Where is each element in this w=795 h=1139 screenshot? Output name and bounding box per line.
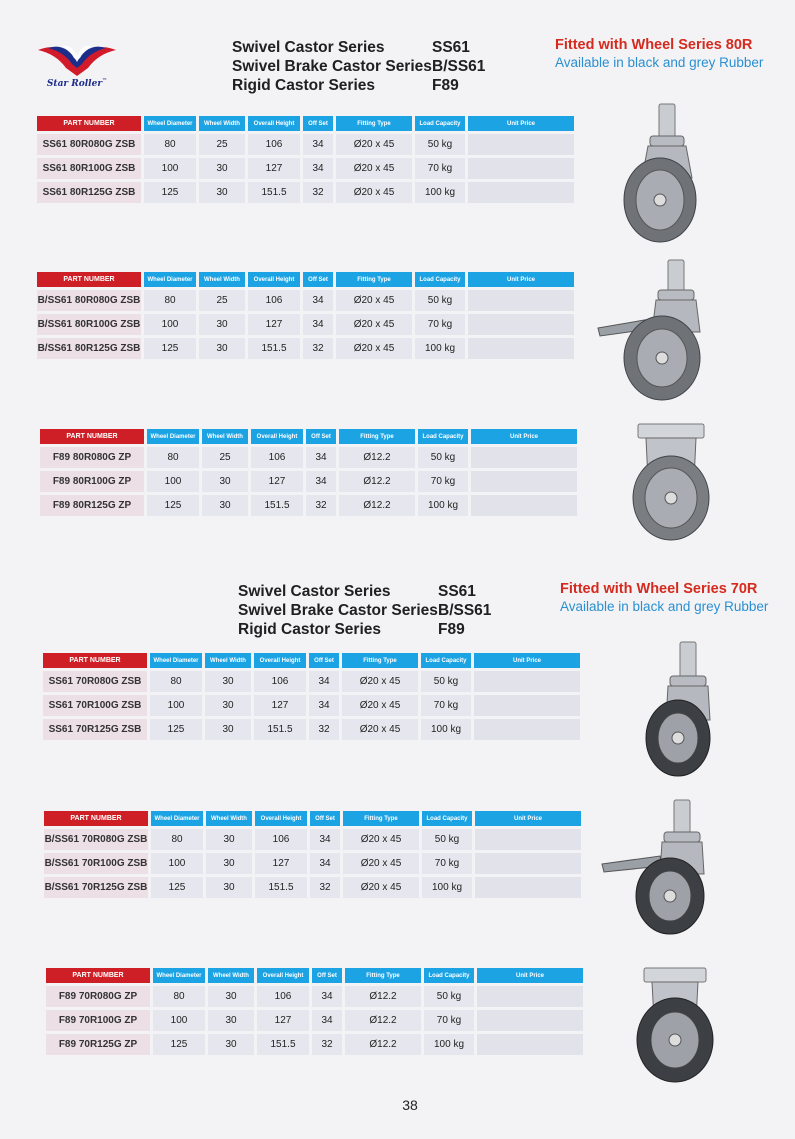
availability-label: Available in black and grey Rubber [555, 55, 764, 70]
wheel-width-cell: 25 [202, 447, 248, 468]
wheel-width-cell: 30 [208, 1010, 254, 1031]
wheel-diameter-cell: 100 [144, 158, 196, 179]
table-header-row [40, 429, 577, 444]
part-number-cell: F89 80R125G ZP [40, 495, 144, 516]
off-set-header: Off Set [310, 811, 340, 826]
fitted-with-label: Fitted with Wheel Series 70R [560, 581, 758, 597]
wheel-diameter-cell: 100 [151, 853, 203, 874]
table-row [44, 877, 581, 898]
wheel-width-cell: 30 [205, 719, 251, 740]
part-number-header: PART NUMBER [37, 272, 141, 287]
unit-price-cell [471, 495, 577, 516]
table-row [46, 1034, 583, 1055]
table-row [44, 853, 581, 874]
off-set-header: Off Set [309, 653, 339, 668]
fitting-type-cell: Ø12.2 [345, 986, 421, 1007]
fitting-type-cell: Ø20 x 45 [343, 853, 419, 874]
table-row [43, 719, 580, 740]
unit-price-cell [474, 695, 580, 716]
off-set-cell: 34 [306, 447, 336, 468]
fitting-type-cell: Ø20 x 45 [342, 719, 418, 740]
load-capacity-cell: 50 kg [415, 290, 465, 311]
load-capacity-cell: 70 kg [421, 695, 471, 716]
fitted-with-label: Fitted with Wheel Series 80R [555, 37, 753, 53]
unit-price-header: Unit Price [477, 968, 583, 983]
part-number-cell: SS61 70R125G ZSB [43, 719, 147, 740]
wheel-width-cell: 25 [199, 290, 245, 311]
table-header-row [43, 653, 580, 668]
overall-height-cell: 127 [254, 695, 306, 716]
load-capacity-cell: 70 kg [422, 853, 472, 874]
table-row [37, 182, 574, 203]
fitting-type-header: Fitting Type [343, 811, 419, 826]
table-row [37, 338, 574, 359]
unit-price-header: Unit Price [471, 429, 577, 444]
fitting-type-cell: Ø20 x 45 [336, 134, 412, 155]
fitting-type-header: Fitting Type [336, 116, 412, 131]
table-row [37, 158, 574, 179]
table-header-row [37, 116, 574, 131]
part-number-cell: B/SS61 80R100G ZSB [37, 314, 141, 335]
overall-height-cell: 106 [255, 829, 307, 850]
fitting-type-cell: Ø20 x 45 [342, 695, 418, 716]
overall-height-cell: 151.5 [254, 719, 306, 740]
off-set-cell: 34 [303, 158, 333, 179]
load-capacity-cell: 100 kg [424, 1034, 474, 1055]
unit-price-cell [475, 853, 581, 874]
table-header-row [44, 811, 581, 826]
overall-height-header: Overall Height [257, 968, 309, 983]
fitting-type-cell: Ø20 x 45 [343, 829, 419, 850]
overall-height-cell: 106 [251, 447, 303, 468]
unit-price-header: Unit Price [474, 653, 580, 668]
spec-table [37, 426, 580, 519]
wheel-width-header: Wheel Width [205, 653, 251, 668]
off-set-cell: 34 [303, 314, 333, 335]
wheel-diameter-cell: 125 [153, 1034, 205, 1055]
load-capacity-cell: 100 kg [415, 182, 465, 203]
load-capacity-cell: 50 kg [415, 134, 465, 155]
unit-price-cell [477, 1010, 583, 1031]
part-number-cell: F89 70R100G ZP [46, 1010, 150, 1031]
overall-height-cell: 151.5 [251, 495, 303, 516]
table-row [37, 314, 574, 335]
fitting-type-header: Fitting Type [336, 272, 412, 287]
unit-price-header: Unit Price [468, 116, 574, 131]
load-capacity-cell: 100 kg [418, 495, 468, 516]
overall-height-cell: 151.5 [257, 1034, 309, 1055]
fitting-type-cell: Ø20 x 45 [343, 877, 419, 898]
fitting-type-header: Fitting Type [342, 653, 418, 668]
table-row [40, 447, 577, 468]
spec-table [34, 113, 577, 206]
wheel-width-cell: 30 [208, 986, 254, 1007]
overall-height-cell: 151.5 [255, 877, 307, 898]
part-number-header: PART NUMBER [44, 811, 148, 826]
off-set-header: Off Set [303, 116, 333, 131]
fitting-type-cell: Ø12.2 [339, 495, 415, 516]
overall-height-cell: 127 [257, 1010, 309, 1031]
overall-height-header: Overall Height [254, 653, 306, 668]
wheel-width-cell: 30 [206, 853, 252, 874]
series-name: Rigid Castor Series [232, 77, 375, 94]
series-name: Swivel Brake Castor Series [238, 602, 438, 619]
fitting-type-header: Fitting Type [345, 968, 421, 983]
load-capacity-header: Load Capacity [424, 968, 474, 983]
unit-price-cell [468, 158, 574, 179]
off-set-cell: 32 [309, 719, 339, 740]
off-set-cell: 34 [312, 1010, 342, 1031]
fitting-type-cell: Ø20 x 45 [336, 314, 412, 335]
part-number-cell: B/SS61 70R100G ZSB [44, 853, 148, 874]
unit-price-cell [468, 338, 574, 359]
load-capacity-cell: 50 kg [422, 829, 472, 850]
wheel-diameter-cell: 100 [153, 1010, 205, 1031]
table-row [46, 1010, 583, 1031]
rigid-castor-image [624, 420, 719, 545]
wheel-width-header: Wheel Width [206, 811, 252, 826]
series-code: SS61 [438, 583, 476, 600]
part-number-header: PART NUMBER [40, 429, 144, 444]
wheel-width-cell: 25 [199, 134, 245, 155]
off-set-cell: 34 [310, 829, 340, 850]
unit-price-cell [474, 671, 580, 692]
swivel-castor-image [628, 638, 728, 780]
wheel-width-header: Wheel Width [199, 272, 245, 287]
overall-height-cell: 151.5 [248, 338, 300, 359]
wheel-diameter-cell: 100 [144, 314, 196, 335]
wheel-diameter-cell: 125 [150, 719, 202, 740]
wheel-width-cell: 30 [205, 671, 251, 692]
unit-price-header: Unit Price [468, 272, 574, 287]
load-capacity-header: Load Capacity [415, 116, 465, 131]
unit-price-cell [468, 314, 574, 335]
unit-price-cell [477, 1034, 583, 1055]
off-set-header: Off Set [306, 429, 336, 444]
overall-height-header: Overall Height [251, 429, 303, 444]
unit-price-cell [468, 134, 574, 155]
spec-table [34, 269, 577, 362]
overall-height-cell: 106 [257, 986, 309, 1007]
load-capacity-header: Load Capacity [421, 653, 471, 668]
wheel-diameter-cell: 80 [153, 986, 205, 1007]
load-capacity-cell: 100 kg [421, 719, 471, 740]
table-row [43, 671, 580, 692]
brake-castor-image [598, 798, 722, 938]
part-number-cell: B/SS61 70R125G ZSB [44, 877, 148, 898]
load-capacity-cell: 70 kg [418, 471, 468, 492]
wheel-width-header: Wheel Width [202, 429, 248, 444]
wheel-width-cell: 30 [202, 495, 248, 516]
load-capacity-cell: 70 kg [415, 158, 465, 179]
off-set-cell: 32 [303, 182, 333, 203]
unit-price-header: Unit Price [475, 811, 581, 826]
overall-height-cell: 106 [248, 290, 300, 311]
overall-height-header: Overall Height [248, 116, 300, 131]
unit-price-cell [477, 986, 583, 1007]
overall-height-cell: 127 [255, 853, 307, 874]
unit-price-cell [475, 877, 581, 898]
load-capacity-cell: 100 kg [415, 338, 465, 359]
series-name: Rigid Castor Series [238, 621, 381, 638]
series-name: Swivel Castor Series [238, 583, 391, 600]
overall-height-cell: 127 [248, 314, 300, 335]
wheel-diameter-header: Wheel Diameter [151, 811, 203, 826]
brand-logo-mark [32, 38, 122, 80]
table-row [46, 986, 583, 1007]
unit-price-cell [471, 447, 577, 468]
part-number-cell: F89 80R080G ZP [40, 447, 144, 468]
unit-price-cell [474, 719, 580, 740]
table-row [37, 134, 574, 155]
spec-table [40, 650, 583, 743]
fitting-type-cell: Ø20 x 45 [336, 158, 412, 179]
wheel-width-cell: 30 [199, 182, 245, 203]
wheel-width-cell: 30 [206, 829, 252, 850]
rigid-castor-image [628, 966, 723, 1086]
series-list-80r [232, 38, 485, 95]
part-number-cell: B/SS61 70R080G ZSB [44, 829, 148, 850]
overall-height-cell: 127 [248, 158, 300, 179]
off-set-cell: 32 [303, 338, 333, 359]
series-code: SS61 [432, 39, 470, 56]
wheel-diameter-cell: 80 [150, 671, 202, 692]
load-capacity-cell: 50 kg [418, 447, 468, 468]
wheel-diameter-cell: 125 [147, 495, 199, 516]
overall-height-cell: 106 [248, 134, 300, 155]
off-set-cell: 34 [309, 695, 339, 716]
load-capacity-header: Load Capacity [422, 811, 472, 826]
table-header-row [37, 272, 574, 287]
overall-height-header: Overall Height [255, 811, 307, 826]
wheel-diameter-cell: 80 [151, 829, 203, 850]
swivel-castor-image [612, 100, 722, 245]
part-number-cell: SS61 80R100G ZSB [37, 158, 141, 179]
wheel-width-cell: 30 [206, 877, 252, 898]
off-set-header: Off Set [303, 272, 333, 287]
wheel-width-header: Wheel Width [208, 968, 254, 983]
part-number-cell: B/SS61 80R080G ZSB [37, 290, 141, 311]
overall-height-cell: 127 [251, 471, 303, 492]
part-number-cell: F89 70R125G ZP [46, 1034, 150, 1055]
part-number-cell: SS61 80R080G ZSB [37, 134, 141, 155]
wheel-diameter-header: Wheel Diameter [144, 272, 196, 287]
wheel-series-note-80r [555, 36, 763, 72]
wheel-diameter-cell: 80 [147, 447, 199, 468]
table-row [40, 471, 577, 492]
fitting-type-cell: Ø12.2 [339, 447, 415, 468]
fitting-type-cell: Ø12.2 [345, 1034, 421, 1055]
load-capacity-cell: 70 kg [415, 314, 465, 335]
off-set-cell: 34 [310, 853, 340, 874]
off-set-cell: 32 [312, 1034, 342, 1055]
part-number-cell: SS61 80R125G ZSB [37, 182, 141, 203]
unit-price-cell [475, 829, 581, 850]
off-set-cell: 34 [312, 986, 342, 1007]
series-code: F89 [432, 77, 459, 94]
load-capacity-header: Load Capacity [415, 272, 465, 287]
fitting-type-cell: Ø20 x 45 [336, 338, 412, 359]
series-name: Swivel Brake Castor Series [232, 58, 432, 75]
unit-price-cell [468, 290, 574, 311]
overall-height-cell: 151.5 [248, 182, 300, 203]
off-set-cell: 34 [303, 134, 333, 155]
wheel-diameter-cell: 125 [144, 182, 196, 203]
wheel-diameter-cell: 100 [147, 471, 199, 492]
spec-table [41, 808, 584, 901]
off-set-cell: 34 [309, 671, 339, 692]
part-number-cell: SS61 70R100G ZSB [43, 695, 147, 716]
series-name: Swivel Castor Series [232, 39, 385, 56]
part-number-cell: F89 80R100G ZP [40, 471, 144, 492]
load-capacity-header: Load Capacity [418, 429, 468, 444]
brand-name: Star Roller™ [46, 78, 108, 89]
fitting-type-cell: Ø12.2 [339, 471, 415, 492]
series-code: B/SS61 [432, 58, 486, 75]
wheel-width-cell: 30 [208, 1034, 254, 1055]
wheel-diameter-cell: 80 [144, 290, 196, 311]
brand-logo [32, 38, 122, 94]
part-number-cell: F89 70R080G ZP [46, 986, 150, 1007]
off-set-cell: 32 [306, 495, 336, 516]
wheel-diameter-header: Wheel Diameter [150, 653, 202, 668]
table-row [43, 695, 580, 716]
off-set-cell: 34 [303, 290, 333, 311]
fitting-type-header: Fitting Type [339, 429, 415, 444]
wheel-diameter-header: Wheel Diameter [153, 968, 205, 983]
load-capacity-cell: 70 kg [424, 1010, 474, 1031]
wheel-width-cell: 30 [199, 314, 245, 335]
wheel-diameter-header: Wheel Diameter [144, 116, 196, 131]
overall-height-header: Overall Height [248, 272, 300, 287]
wheel-diameter-cell: 125 [151, 877, 203, 898]
wheel-series-note-70r [560, 580, 768, 616]
fitting-type-cell: Ø20 x 45 [336, 290, 412, 311]
part-number-cell: B/SS61 80R125G ZSB [37, 338, 141, 359]
part-number-header: PART NUMBER [43, 653, 147, 668]
load-capacity-cell: 50 kg [424, 986, 474, 1007]
series-list-70r [238, 582, 491, 639]
wheel-diameter-header: Wheel Diameter [147, 429, 199, 444]
wheel-width-header: Wheel Width [199, 116, 245, 131]
wheel-width-cell: 30 [202, 471, 248, 492]
unit-price-cell [471, 471, 577, 492]
wheel-diameter-cell: 80 [144, 134, 196, 155]
off-set-cell: 34 [306, 471, 336, 492]
table-header-row [46, 968, 583, 983]
table-row [40, 495, 577, 516]
unit-price-cell [468, 182, 574, 203]
part-number-cell: SS61 70R080G ZSB [43, 671, 147, 692]
overall-height-cell: 106 [254, 671, 306, 692]
table-row [44, 829, 581, 850]
table-row [37, 290, 574, 311]
series-code: B/SS61 [438, 602, 492, 619]
wheel-width-cell: 30 [199, 338, 245, 359]
fitting-type-cell: Ø20 x 45 [342, 671, 418, 692]
part-number-header: PART NUMBER [46, 968, 150, 983]
brake-castor-image [596, 258, 720, 403]
wheel-diameter-cell: 100 [150, 695, 202, 716]
part-number-header: PART NUMBER [37, 116, 141, 131]
wheel-width-cell: 30 [205, 695, 251, 716]
off-set-cell: 32 [310, 877, 340, 898]
fitting-type-cell: Ø20 x 45 [336, 182, 412, 203]
wheel-diameter-cell: 125 [144, 338, 196, 359]
availability-label: Available in black and grey Rubber [560, 599, 769, 614]
spec-table [43, 965, 586, 1058]
fitting-type-cell: Ø12.2 [345, 1010, 421, 1031]
page-number: 38 [402, 1097, 418, 1113]
load-capacity-cell: 50 kg [421, 671, 471, 692]
wheel-width-cell: 30 [199, 158, 245, 179]
load-capacity-cell: 100 kg [422, 877, 472, 898]
series-code: F89 [438, 621, 465, 638]
off-set-header: Off Set [312, 968, 342, 983]
